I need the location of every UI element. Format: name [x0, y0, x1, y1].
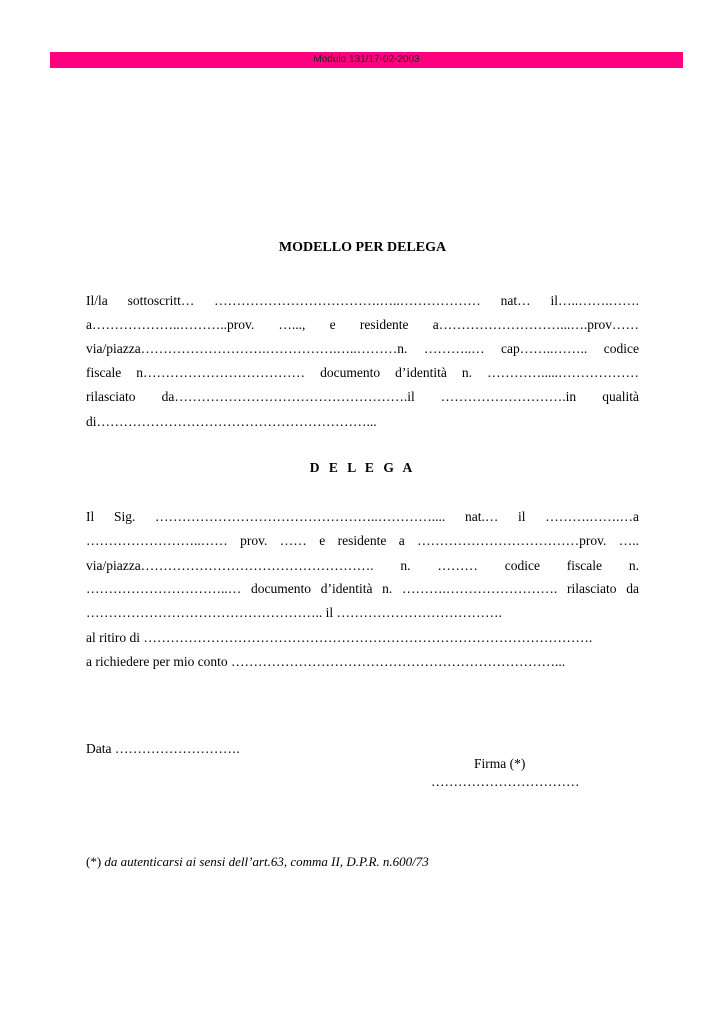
- delegator-line-5: rilasciato da…………………………………………….il ……………………….in qualità: [86, 389, 639, 404]
- delegate-line-3: via/piazza……………………………………………. n. ……… codice fiscale n.: [86, 558, 639, 573]
- delegator-line-1: Il/la sottoscritt… ……………………………….…..……………… nat… il…..…….…….: [86, 293, 639, 308]
- signature-label: Firma (*): [474, 756, 526, 771]
- delegator-line-3: via/piazza……………………….…………….…..………n. ………..… cap……..…….. codice: [86, 341, 639, 356]
- delegator-line-2: a………………..………..prov. …..., e residente a………………………...….prov……: [86, 317, 639, 332]
- request-line: a richiedere per mio conto ………………………………………………………………...: [86, 654, 566, 669]
- section-title-delega: D E L E G A: [309, 460, 416, 475]
- delegate-line-5: …………………………………………….. il ……………………………….: [86, 605, 502, 620]
- pickup-line: al ritiro di ……………………………………………………………………………………….: [86, 630, 593, 645]
- page-title: MODELLO PER DELEGA: [278, 240, 447, 255]
- form-code: Modulo 131/17-02-2003: [313, 54, 420, 65]
- delegator-line-4: fiscale n……………………………… documento d’identità n. ………….....………………: [86, 365, 639, 380]
- delegator-line-6: di……………………………………………………...: [86, 414, 377, 429]
- form-code-bar: [50, 52, 683, 68]
- delegate-line-4: …………………………..… documento d’identità n. ……….……………………. rilasciato da: [86, 581, 639, 596]
- footnote-text: da autenticarsi ai sensi dell’art.63, comma II, D.P.R. n.600/73: [104, 854, 429, 869]
- footnote: [86, 854, 429, 870]
- signature-line: ……………………………: [431, 774, 580, 789]
- delegate-line-2: ……………………..…… prov. …… e residente a ………………………………prov. …..: [86, 533, 639, 548]
- footnote-marker: (*): [86, 854, 102, 869]
- delegate-line-1: Il Sig. …………………………………………..………….... nat.… il ……….…….…a: [86, 509, 639, 524]
- date-field: Data ……………………….: [86, 741, 240, 756]
